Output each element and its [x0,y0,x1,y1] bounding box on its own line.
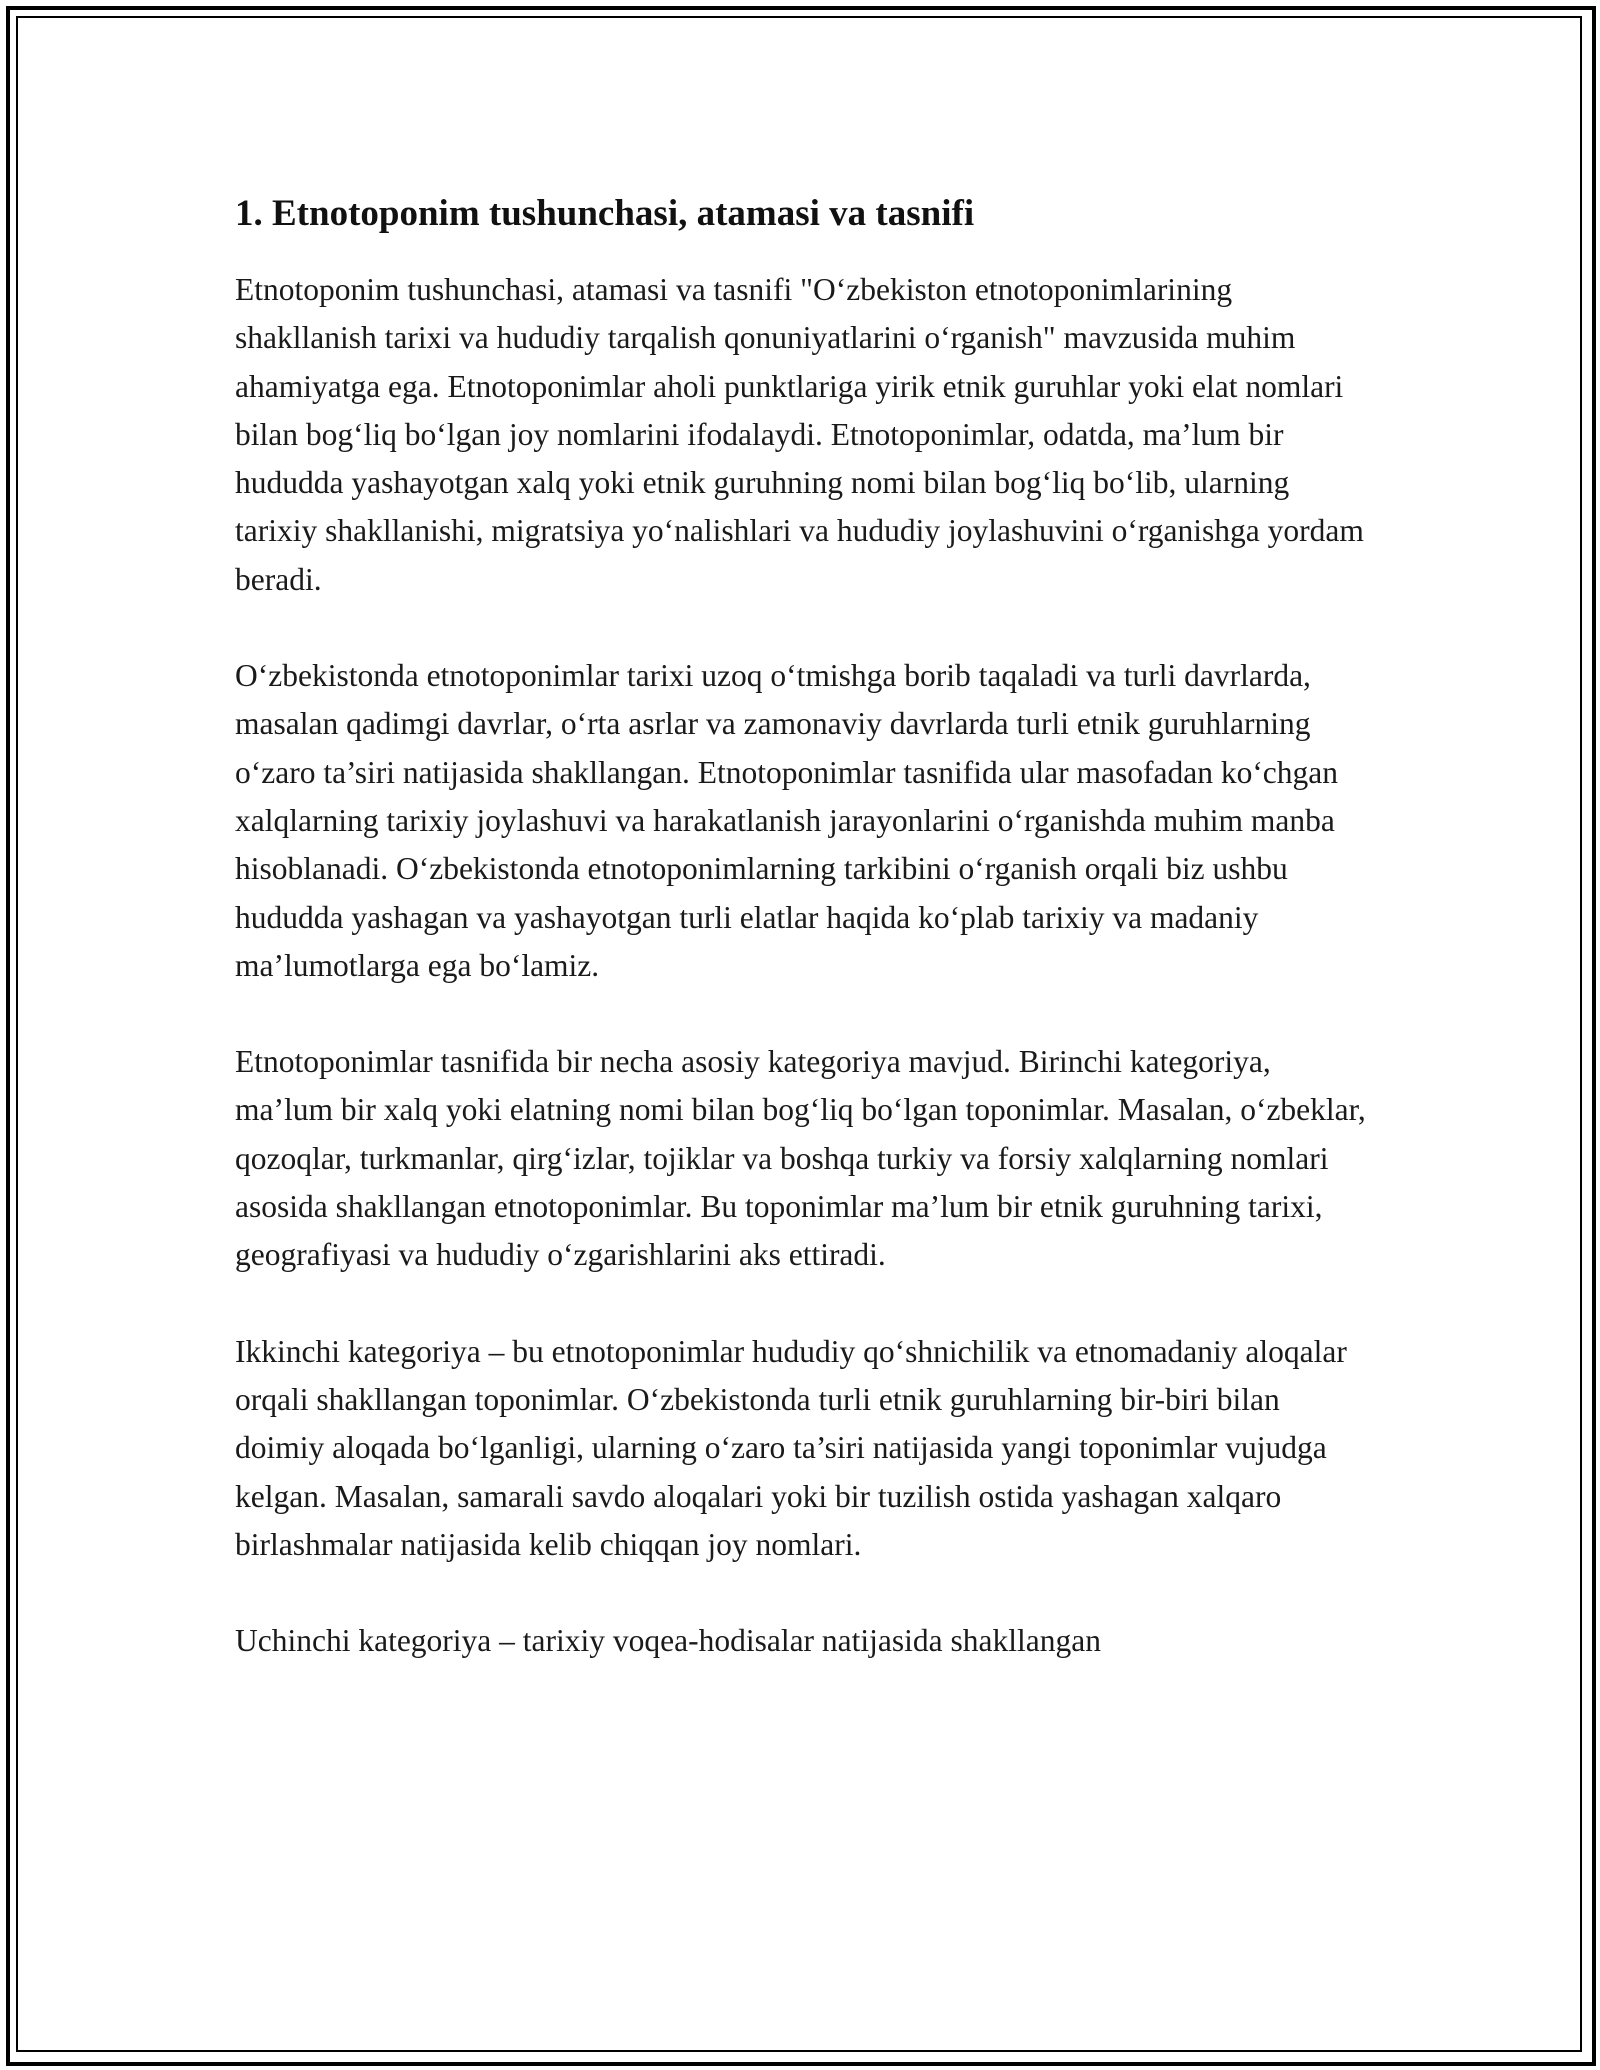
paragraph-4: Ikkinchi kategoriya – bu etnotoponimlar hududiy qo‘shnichilik va etnomadaniy aloqalar orqali shakllangan toponimlar. O‘zbekistonda turli etnik guruhlarning bir-biri bilan doimiy aloqada bo‘lganligi, ularning o‘zaro ta’siri natijasida yangi toponimlar vujudga kelgan. Masalan, samarali savdo aloqalari yoki bir tuzilish ostida yashagan xalqaro birlashmalar natijasida kelib chiqqan joy nomlari. [235,1333,1347,1562]
paragraph-3: Etnotoponimlar tasnifida bir necha asosiy kategoriya mavjud. Birinchi kategoriya, ma’lum bir xalq yoki elatning nomi bilan bog‘liq bo‘lgan toponimlar. Masalan, o‘zbeklar, qozoqlar, turkmanlar, qirg‘izlar, tojiklar va boshqa turkiy va forsiy xalqlarning nomlari asosida shakllangan etnotoponimlar. Bu toponimlar ma’lum bir etnik guruhning tarixi, geografiyasi va hududiy o‘zgarishlarini aks ettiradi. [235,1044,1366,1273]
paragraph-2: O‘zbekistonda etnotoponimlar tarixi uzoq o‘tmishga borib taqaladi va turli davrlarda, masalan qadimgi davrlar, o‘rta asrlar va zamonaviy davrlarda turli etnik guruhlarning o‘zaro ta’siri natijasida shakllangan. Etnotoponimlar tasnifida ular masofadan ko‘chgan xalqlarning tarixiy joylashuvi va harakatlanish jarayonlarini o‘rganishda muhim manba hisoblanadi. O‘zbekistonda etnotoponimlarning tarkibini o‘rganish orqali biz ushbu hududda yashagan va yashayotgan turli elatlar haqida ko‘plab tarixiy va madaniy ma’lumotlarga ega bo‘lamiz. [235,658,1339,983]
paragraph-5: Uchinchi kategoriya – tarixiy voqea-hodisalar natijasida shakllangan [235,1623,1101,1659]
paragraph-1: Etnotoponim tushunchasi, atamasi va tasnifi "O‘zbekiston etnotoponimlarining shakllanish tarixi va hududiy tarqalish qonuniyatlarini o‘rganish" mavzusida muhim ahamiyatga ega. Etnotoponimlar aholi punktlariga yirik etnik guruhlar yoki elat nomlari bilan bog‘liq bo‘lgan joy nomlarini ifodalaydi. Etnotoponimlar, odatda, ma’lum bir hududda yashayotgan xalq yoki etnik guruhning nomi bilan bog‘liq bo‘lib, ularning tarixiy shakllanishi, migratsiya yo‘nalishlari va hududiy joylashuvini o‘rganishga yordam beradi. [235,272,1364,597]
section-heading: 1. Etnotoponim tushunchasi, atamasi va tasnifi [235,193,975,234]
document-body [235,188,1375,1713]
